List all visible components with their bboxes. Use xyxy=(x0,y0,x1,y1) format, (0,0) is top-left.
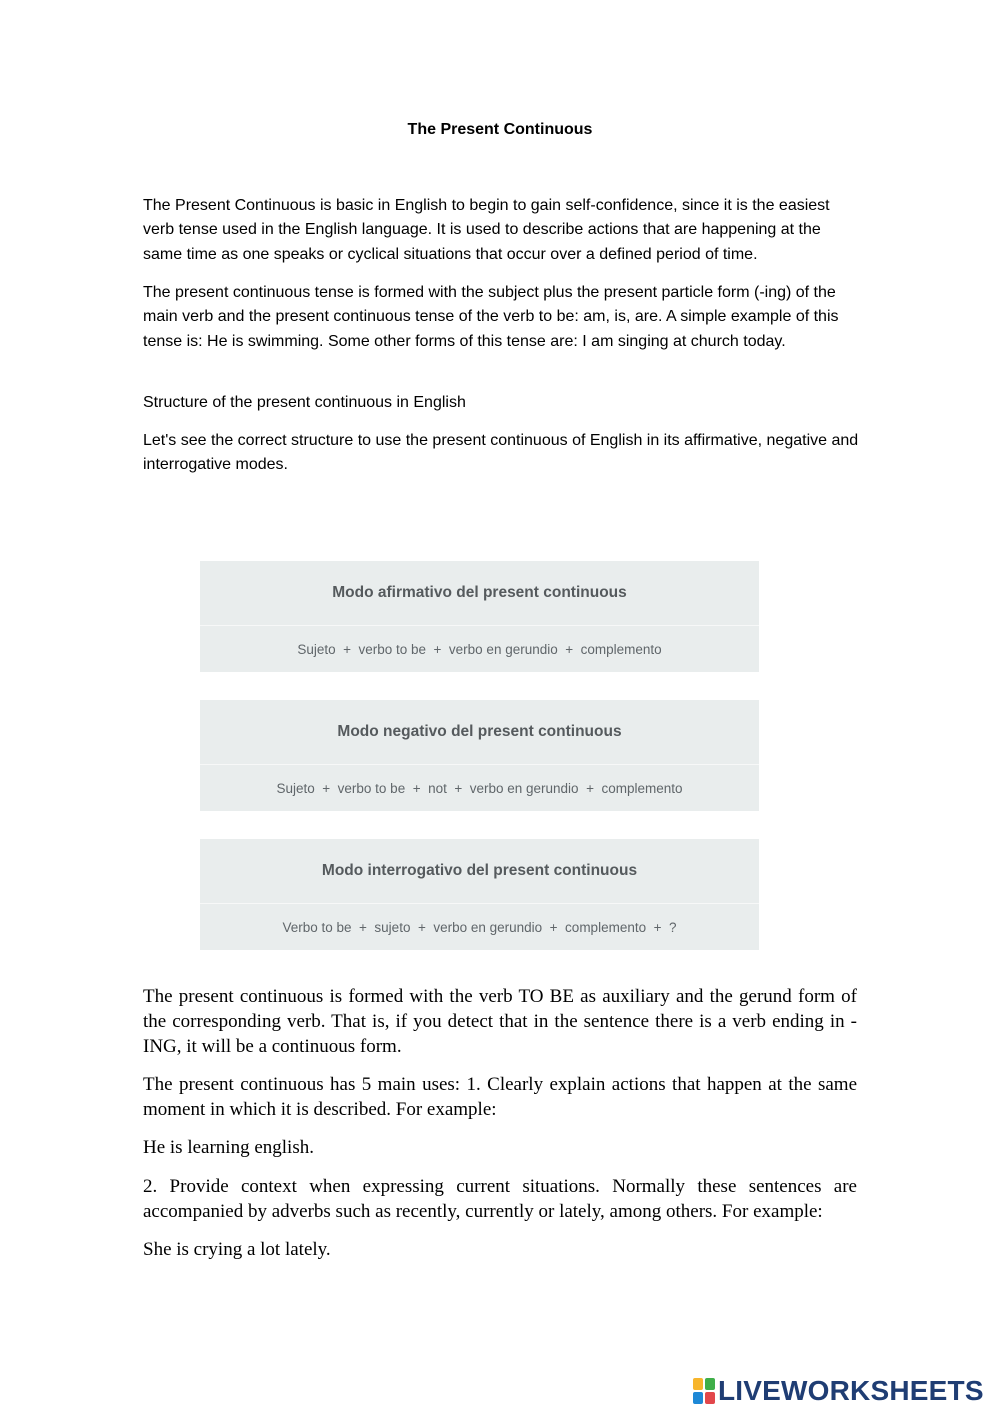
interrogative-structure-table xyxy=(200,839,759,950)
body-paragraph-3: 2. Provide context when expressing current situations. Normally these sentences are accompanied by adverbs such as recently, currently or lately, among others. For example: xyxy=(143,1176,857,1222)
negative-table-formula: Sujeto + verbo to be + not + verbo en gerundio + complemento xyxy=(276,780,683,796)
liveworksheets-logo[interactable] xyxy=(693,1374,984,1408)
affirmative-structure-table xyxy=(200,561,759,672)
liveworksheets-logo-icon xyxy=(693,1378,715,1404)
negative-table-heading: Modo negativo del present continuous xyxy=(200,700,759,765)
body-paragraph-2: The present continuous has 5 main uses: 1. Clearly explain actions that happen at the same moment in which it is described. For example: xyxy=(143,1074,857,1120)
example-sentence-2: She is crying a lot lately. xyxy=(143,1239,331,1260)
liveworksheets-logo-text: LIVEWORKSHEETS xyxy=(718,1375,984,1406)
intro-paragraph-4: Let's see the correct structure to use the present continuous of English in its affirmative, negative and interrogative modes. xyxy=(143,432,859,474)
body-paragraph-1: The present continuous is formed with the verb TO BE as auxiliary and the gerund form of the corresponding verb. That is, if you detect that in the sentence there is a verb ending in -ING, it will be a continuous form. xyxy=(143,986,857,1057)
intro-paragraph-2: The present continuous tense is formed with the subject plus the present particle form (-ing) of the main verb and the present continuous tense of the verb to be: am, is, are. A simple example of this tense is: He is swimming. Some other forms of this tense are: I am singing at church today. xyxy=(143,284,839,350)
interrogative-table-formula: Verbo to be + sujeto + verbo en gerundio + complemento + ? xyxy=(282,919,677,935)
example-sentence-1: He is learning english. xyxy=(143,1137,314,1158)
interrogative-table-heading: Modo interrogativo del present continuous xyxy=(200,839,759,904)
page-title: The Present Continuous xyxy=(407,121,593,138)
structure-heading: Structure of the present continuous in English xyxy=(143,394,466,411)
negative-structure-table xyxy=(200,700,759,811)
intro-paragraph-1: The Present Continuous is basic in English to begin to gain self-confidence, since it is the easiest verb tense used in the English language. It is used to describe actions that are happening at the same time as one speaks or cyclical situations that occur over a defined period of time. xyxy=(143,197,830,263)
affirmative-table-formula: Sujeto + verbo to be + verbo en gerundio + complemento xyxy=(297,641,662,657)
affirmative-table-heading: Modo afirmativo del present continuous xyxy=(200,561,759,626)
